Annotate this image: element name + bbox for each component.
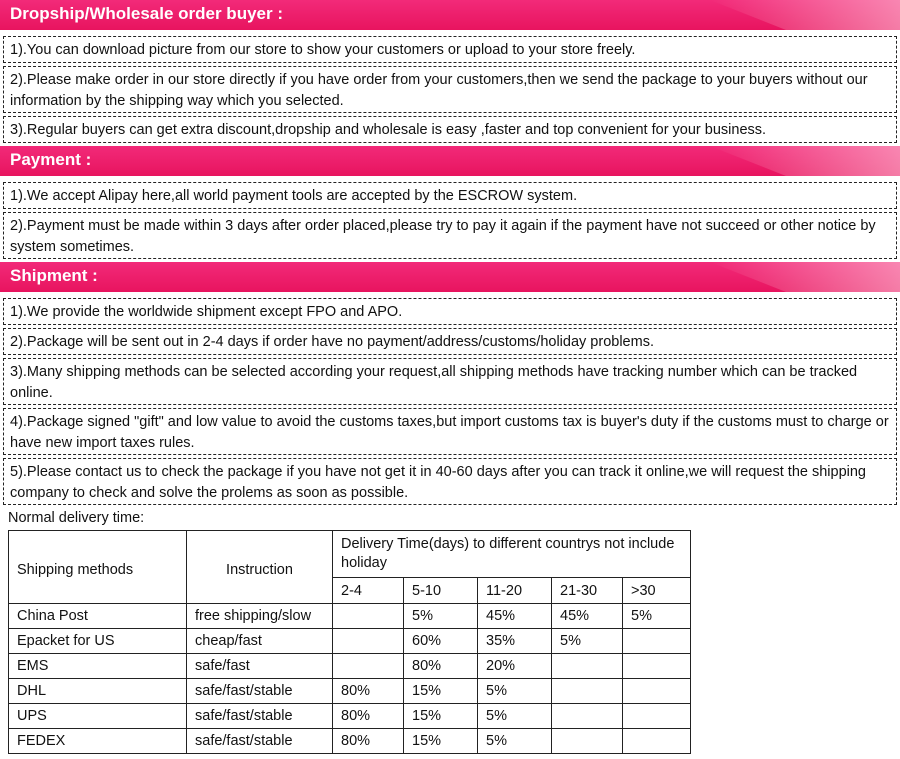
range-header: 11-20 (478, 578, 552, 604)
payment-item-1: 1).We accept Alipay here,all world payment tools are accepted by the ESCROW system. (3, 182, 897, 209)
instruction-cell: safe/fast/stable (187, 729, 333, 754)
percentage-cell: 80% (333, 679, 404, 704)
percentage-cell: 80% (333, 704, 404, 729)
range-header: 5-10 (404, 578, 478, 604)
percentage-cell: 5% (478, 679, 552, 704)
percentage-cell (552, 679, 623, 704)
instruction-cell: safe/fast/stable (187, 679, 333, 704)
percentage-cell (623, 679, 691, 704)
shipping-method-cell: UPS (9, 704, 187, 729)
shipping-method-cell: DHL (9, 679, 187, 704)
table-row (9, 729, 691, 754)
percentage-cell: 80% (404, 654, 478, 679)
percentage-cell (552, 729, 623, 754)
range-header: >30 (623, 578, 691, 604)
shipment-item-5: 5).Please contact us to check the package if you have not get it in 40-60 days after you can track it online,we will request the shipping company to check and solve the prolems as soon as possible. (3, 458, 897, 505)
section-header-dropship: Dropship/Wholesale order buyer : (0, 0, 900, 30)
instruction-cell: safe/fast/stable (187, 704, 333, 729)
percentage-cell: 15% (404, 729, 478, 754)
percentage-cell: 80% (333, 729, 404, 754)
range-header: 2-4 (333, 578, 404, 604)
percentage-cell (552, 654, 623, 679)
dropship-item-2: 2).Please make order in our store directly if you have order from your customers,then we send the package to your buyers without our information by the shipping way which you selected. (3, 66, 897, 113)
percentage-cell: 15% (404, 679, 478, 704)
shipping-method-cell: EMS (9, 654, 187, 679)
shipment-item-3: 3).Many shipping methods can be selected according your request,all shipping methods have tracking number which can be tracked online. (3, 358, 897, 405)
instruction-cell: free shipping/slow (187, 604, 333, 629)
table-row (9, 654, 691, 679)
shipping-method-cell: Epacket for US (9, 629, 187, 654)
shipment-item-2: 2).Package will be sent out in 2-4 days if order have no payment/address/customs/holiday problems. (3, 328, 897, 355)
percentage-cell: 35% (478, 629, 552, 654)
percentage-cell (623, 704, 691, 729)
percentage-cell: 60% (404, 629, 478, 654)
percentage-cell: 45% (478, 604, 552, 629)
dropship-item-3: 3).Regular buyers can get extra discount,dropship and wholesale is easy ,faster and top convenient for your business. (3, 116, 897, 143)
percentage-cell (333, 629, 404, 654)
header-delivery-time: Delivery Time(days) to different countrys not include holiday (333, 531, 691, 578)
dropship-item-1: 1).You can download picture from our store to show your customers or upload to your store freely. (3, 36, 897, 63)
payment-item-2: 2).Payment must be made within 3 days after order placed,please try to pay it again if the payment have not succeed or other notice by system sometimes. (3, 212, 897, 259)
header-instruction: Instruction (187, 531, 333, 604)
percentage-cell: 5% (404, 604, 478, 629)
delivery-label: Normal delivery time: (8, 510, 145, 526)
percentage-cell: 5% (623, 604, 691, 629)
percentage-cell: 15% (404, 704, 478, 729)
percentage-cell: 5% (552, 629, 623, 654)
percentage-cell (552, 704, 623, 729)
header-shipping-methods: Shipping methods (9, 531, 187, 604)
range-header: 21-30 (552, 578, 623, 604)
table-header-row (9, 531, 691, 578)
table-row (9, 704, 691, 729)
shipment-item-1: 1).We provide the worldwide shipment except FPO and APO. (3, 298, 897, 325)
shipping-method-cell: FEDEX (9, 729, 187, 754)
percentage-cell (623, 654, 691, 679)
percentage-cell: 45% (552, 604, 623, 629)
percentage-cell (623, 729, 691, 754)
delivery-table (8, 530, 691, 754)
section-header-payment: Payment : (0, 146, 900, 176)
percentage-cell (623, 629, 691, 654)
shipment-item-4: 4).Package signed "gift" and low value to avoid the customs taxes,but import customs tax is buyer's duty if the customs must to charge or have new import taxes rules. (3, 408, 897, 455)
percentage-cell (333, 604, 404, 629)
instruction-cell: safe/fast (187, 654, 333, 679)
table-row (9, 604, 691, 629)
section-header-shipment: Shipment : (0, 262, 900, 292)
percentage-cell (333, 654, 404, 679)
table-row (9, 679, 691, 704)
percentage-cell: 5% (478, 729, 552, 754)
instruction-cell: cheap/fast (187, 629, 333, 654)
percentage-cell: 20% (478, 654, 552, 679)
shipping-method-cell: China Post (9, 604, 187, 629)
percentage-cell: 5% (478, 704, 552, 729)
table-row (9, 629, 691, 654)
